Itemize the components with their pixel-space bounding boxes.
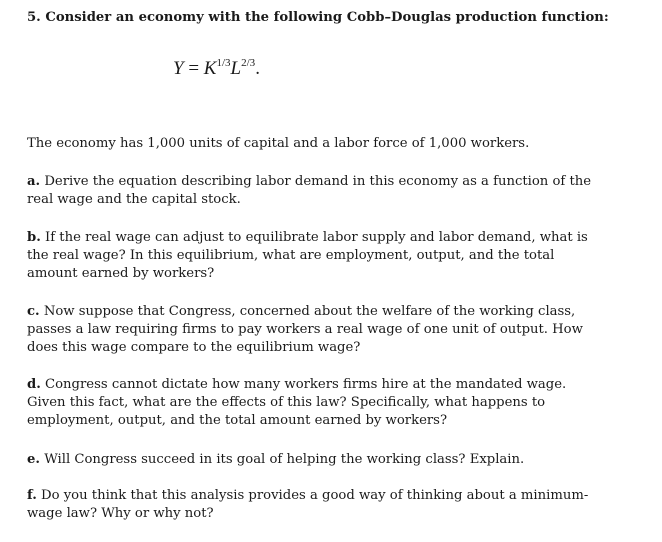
- part-f-label: f.: [27, 488, 37, 503]
- part-c-label: c.: [27, 304, 40, 319]
- context-text: The economy has 1,000 units of capital and a labor force of 1,000 workers.: [27, 136, 530, 151]
- part-d-line-2: Given this fact, what are the effects of this law? Specifically, what happens to: [27, 395, 546, 410]
- formula-capital: K: [203, 58, 217, 79]
- part-b-line-1: b. If the real wage can adjust to equilibrate labor supply and labor demand, what is: [27, 230, 588, 245]
- question-intro: Consider an economy with the following Cobb–Douglas production function:: [45, 10, 609, 25]
- question-number: 5.: [27, 10, 41, 25]
- part-e-line-1: e. Will Congress succeed in its goal of helping the working class? Explain.: [27, 452, 525, 467]
- formula-output: Y: [173, 58, 184, 79]
- part-f-line-2: wage law? Why or why not?: [27, 506, 214, 521]
- part-d-line-1: d. Congress cannot dictate how many workers firms hire at the mandated wage.: [27, 377, 567, 392]
- part-d-line-3: employment, output, and the total amount earned by workers?: [27, 413, 448, 428]
- part-b-label: b.: [27, 230, 41, 245]
- part-a-line-2: real wage and the capital stock.: [27, 192, 241, 207]
- formula-labor-exponent: 2/3: [241, 57, 256, 69]
- part-b-line-2: the real wage? In this equilibrium, what are employment, output, and the total: [27, 248, 555, 263]
- part-a-line-1: a. Derive the equation describing labor demand in this economy as a function of the: [27, 174, 592, 189]
- production-function-formula: [173, 58, 260, 80]
- part-c-line-2: passes a law requiring firms to pay workers a real wage of one unit of output. How: [27, 322, 583, 337]
- part-c-line-3: does this wage compare to the equilibrium wage?: [27, 340, 361, 355]
- formula-capital-exponent: 1/3: [216, 57, 231, 69]
- part-e-label: e.: [27, 452, 40, 467]
- formula-equals: =: [183, 58, 204, 79]
- part-d-label: d.: [27, 377, 41, 392]
- formula-period: .: [255, 58, 260, 79]
- question-heading: [27, 9, 609, 27]
- part-b-line-3: amount earned by workers?: [27, 266, 215, 281]
- formula-labor: L: [230, 58, 242, 79]
- part-c-line-1: c. Now suppose that Congress, concerned about the welfare of the working class,: [27, 304, 576, 319]
- part-a-label: a.: [27, 174, 41, 189]
- part-f-line-1: f. Do you think that this analysis provides a good way of thinking about a minimum-: [27, 488, 589, 503]
